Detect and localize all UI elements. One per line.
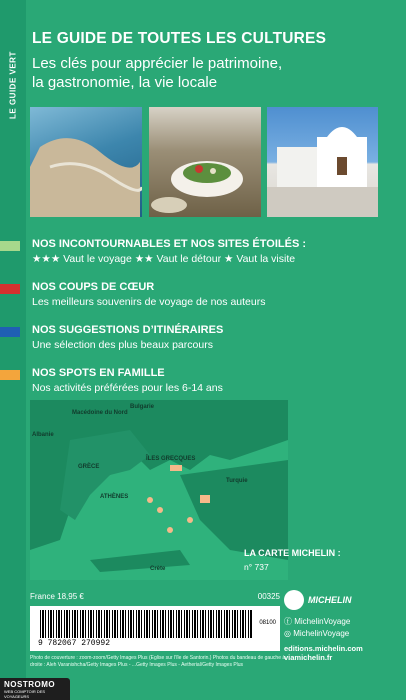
brand-block [284, 590, 363, 662]
price-row [30, 592, 280, 601]
site-link-editions[interactable]: editions.michelin.com [284, 644, 363, 653]
marker-orange [0, 370, 20, 380]
section-incontournables [32, 238, 398, 265]
map-label-iles: ÎLES GRECQUES [146, 456, 196, 462]
subtitle-line-1: Les clés pour apprécier le patrimoine, [32, 55, 283, 72]
barcode-number: 9 782067 270992 [38, 639, 111, 648]
village-illustration [267, 107, 378, 217]
barcode [30, 606, 280, 651]
carte-title: LA CARTE MICHELIN : [244, 548, 341, 558]
facebook-icon: ⓕ [284, 617, 295, 626]
michelin-logo [284, 590, 363, 610]
photo-credits: Photo de couverture : zoom-zoom/Getty Images Plus (Eglise sur l’île de Santorin.) Photos du bandeau de gauche à droite : Aleh Varanishcha/Getty Images Plus - ...Getty Images Plus - Aetherial/Getty Images Plus [30, 655, 286, 668]
subtitle-line-2: la gastronomie, la vie locale [32, 74, 218, 91]
map-label-turquie: Turquie [226, 478, 248, 484]
price-code: 00325 [257, 592, 280, 601]
section-coups-de-coeur [32, 281, 398, 308]
section-text: Nos activités préférées pour les 6-14 ans [32, 382, 223, 394]
section-famille [32, 367, 398, 394]
site-link-viamichelin[interactable]: viamichelin.fr [284, 653, 333, 662]
nostromo-sticker [0, 678, 70, 700]
map-label-albanie: Albanie [32, 432, 54, 438]
price: France 18,95 € [30, 592, 84, 601]
map-label-crete: Crète [150, 566, 166, 572]
section-title: NOS SUGGESTIONS D’ITINÉRAIRES [32, 324, 224, 336]
section-title: NOS INCONTOURNABLES ET NOS SITES ÉTOILÉS : [32, 238, 307, 250]
map-label-athenes: ATHÈNES [100, 494, 129, 500]
marker-green [0, 241, 20, 251]
header [32, 30, 396, 92]
map-label-macedoine: Macédoine du Nord [72, 410, 128, 416]
barcode-lines [40, 610, 252, 638]
marker-red [0, 284, 20, 294]
photo-food [149, 107, 261, 217]
photo-village [267, 107, 378, 217]
instagram-icon: ◎ [284, 629, 294, 638]
facebook-link[interactable]: ⓕ MichelinVoyage [284, 617, 351, 626]
section-itineraires [32, 324, 398, 351]
carte-number: n° 737 [244, 562, 269, 572]
page-title: LE GUIDE DE TOUTES LES CULTURES [32, 30, 327, 47]
map-label-grece: GRÈCE [78, 464, 100, 470]
photo-coast [30, 107, 142, 217]
sticker-sub: WEB COMPTOIR DES VOYAGEURS [4, 689, 46, 699]
instagram-link[interactable]: ◎ MichelinVoyage [284, 629, 350, 638]
map-label-bulgarie: Bulgarie [130, 404, 155, 410]
spine-label: LE GUIDE VERT [8, 51, 18, 119]
marker-blue [0, 327, 20, 337]
food-illustration [149, 107, 261, 217]
carte-michelin [244, 548, 341, 572]
brand-name: MICHELIN [308, 595, 352, 605]
section-title: NOS COUPS DE CŒUR [32, 281, 155, 293]
section-text: Une sélection des plus beaux parcours [32, 339, 213, 351]
barcode-small-code: 08100 [259, 620, 276, 626]
coast-illustration [30, 107, 142, 217]
section-title: NOS SPOTS EN FAMILLE [32, 367, 165, 379]
bibendum-icon [284, 590, 304, 610]
spine [0, 0, 26, 700]
section-text: ★★★ Vaut le voyage ★★ Vaut le détour ★ Vaut la visite [32, 253, 296, 265]
section-text: Les meilleurs souvenirs de voyage de nos auteurs [32, 296, 266, 308]
sticker-name: NOSTROMO [4, 680, 56, 689]
subtitle [32, 54, 396, 92]
social-links [284, 616, 363, 640]
websites [284, 644, 363, 662]
